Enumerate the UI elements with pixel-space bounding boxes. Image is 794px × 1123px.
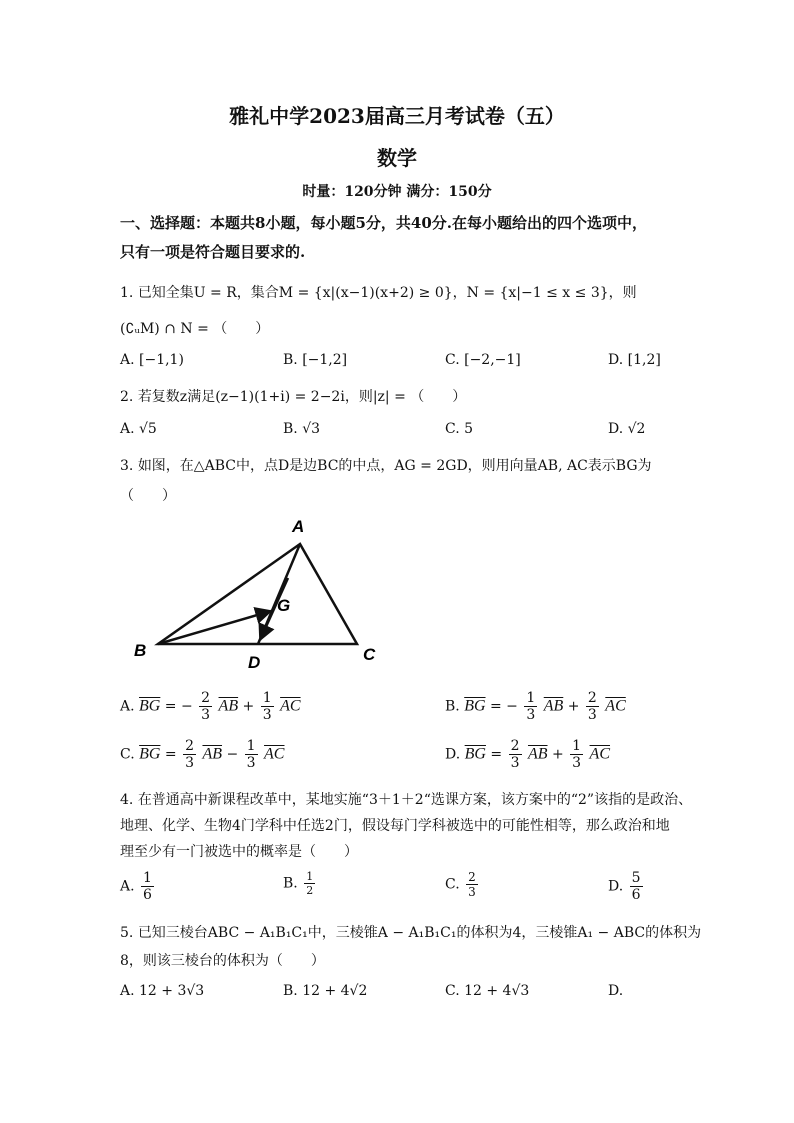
exam-meta: 时量：120分钟 满分：150分 [302,184,492,200]
label-c: C [363,645,376,664]
question-5-stem-line2: 8，则该三棱台的体积为（ ） [120,953,325,969]
fraction: $\frac{5}{6}$ [631,870,641,903]
question-1-stem-line2: (∁ᵤM) ∩ N = （ ） [120,321,270,337]
subject-title: 数学 [377,146,417,170]
exam-title: 雅礼中学2023届高三月考试卷（五） [229,104,565,128]
question-text: 若复数z满足(z−1)(1+i) = 2−2i，则|z| = （ ） [137,389,467,405]
q4-option-d: D. $\frac{5}{6}$ [608,870,641,903]
q1-option-a: A. [−1,1) [120,352,184,368]
fraction: $\frac{2}{3}$ [510,738,520,771]
question-5-stem [120,922,701,942]
q4-option-b: B. $\frac{1}{2}$ [283,870,314,897]
q2-option-a: A. √5 [120,421,157,437]
fraction: $\frac{1}{6}$ [143,870,152,903]
q4-option-c: C. $\frac{2}{3}$ [445,870,476,899]
q5-option-c: C. 12 + 4√3 [445,983,530,999]
question-3-stem [120,455,652,475]
question-4-stem-line3: 理至少有一门被选中的概率是（ ） [120,844,358,860]
label-b: B [134,641,147,660]
question-2-stem [120,386,466,406]
question-text: 已知三棱台ABC − A₁B₁C₁中，三棱锥A − A₁B₁C₁的体积为4，三棱锥A₁ − ABC的体积为 [137,925,702,941]
q3-option-c: C. $\overline{BG}$ = $\frac{2}{3}$ $\overline{AB}$ − $\frac{1}{3}$ $\overline{AC}$ [120,738,285,771]
q2-option-d: D. √2 [608,421,646,437]
label-d: D [248,653,261,672]
question-text: 在普通高中新课程改革中，某地实施“3＋1＋2“选课方案，该方案中的“2”该指的是政治、 [137,792,693,808]
vector-bg [158,611,271,644]
triangle-figure [125,510,395,675]
fraction: $\frac{1}{3}$ [572,738,582,771]
q1-option-b: B. [−1,2] [283,352,348,368]
q2-option-b: B. √3 [283,421,321,437]
q2-option-c: C. 5 [445,421,474,437]
fraction: $\frac{2}{3}$ [201,690,211,723]
question-1-stem [120,282,637,302]
question-4-stem-line2: 地理、化学、生物4门学科中任选2门，假设每门学科被选中的可能性相等，那么政治和地 [120,818,670,834]
question-number: 3. [120,458,134,474]
fraction: $\frac{1}{3}$ [526,690,536,723]
q5-option-a: A. 12 + 3√3 [120,983,205,999]
q1-option-d: D. [1,2] [608,352,661,368]
question-3-stem-line2: （ ） [120,488,176,504]
question-4-stem [120,789,692,809]
q1-option-c: C. [−2,−1] [445,352,521,368]
section-heading-line2: 只有一项是符合题目要求的. [120,243,306,261]
section-heading-line1: 一、选择题：本题共8小题，每小题5分，共40分.在每小题给出的四个选项中， [120,214,647,232]
question-number: 5. [120,925,134,941]
fraction: $\frac{1}{3}$ [262,690,272,723]
fraction: $\frac{1}{2}$ [306,870,314,897]
q3-option-b: B. $\overline{BG}$ = − $\frac{1}{3}$ $\overline{AB}$ + $\frac{2}{3}$ $\overline{AC}$ [445,690,626,723]
q5-option-d: D. [608,983,624,999]
question-number: 2. [120,389,134,405]
question-number: 1. [120,285,134,301]
question-number: 4. [120,792,134,808]
label-g: G [277,596,291,615]
question-text: 如图，在△ABC中，点D是边BC的中点，AG = 2GD，则用向量AB, AC表示BG为 [137,458,652,474]
label-a: A [292,517,305,536]
q4-option-a: A. $\frac{1}{6}$ [120,870,152,903]
fraction: $\frac{2}{3}$ [468,870,476,899]
fraction: $\frac{1}{3}$ [246,738,256,771]
q3-option-a: A. $\overline{BG}$ = − $\frac{2}{3}$ $\overline{AB}$ + $\frac{1}{3}$ $\overline{AC}$ [120,690,301,723]
triangle-abc [158,544,357,644]
q3-option-d: D. $\overline{BG}$ = $\frac{2}{3}$ $\overline{AB}$ + $\frac{1}{3}$ $\overline{AC}$ [445,738,610,771]
question-text: 已知全集U = R，集合M = {x|(x−1)(x+2) ≥ 0}，N = {x|−1 ≤ x ≤ 3}，则 [137,285,637,301]
fraction: $\frac{2}{3}$ [185,738,195,771]
q5-option-b: B. 12 + 4√2 [283,983,368,999]
fraction: $\frac{2}{3}$ [587,690,597,723]
